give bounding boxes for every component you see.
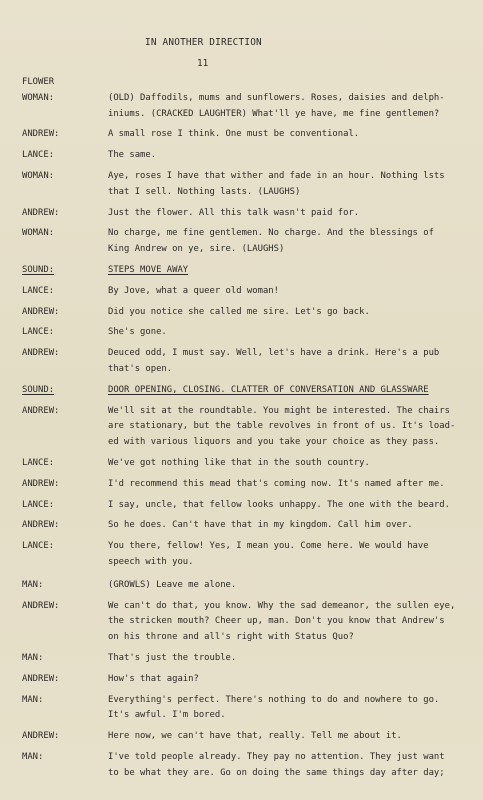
dialogue-text: We'll sit at the roundtable. You might be interested. The chairs are stationary, but the table revolves in front of us. It's load- ed with various liquors and you take your choice as they pass. <box>108 405 456 448</box>
dialogue-line <box>22 672 474 688</box>
dialogue-text: How's that again? <box>108 673 199 684</box>
speaker-label: ANDREW: <box>22 600 60 611</box>
dialogue-line <box>22 477 474 493</box>
script-body <box>22 75 474 781</box>
dialogue-text: I've told people already. They pay no attention. They just want to be what they are. Go on doing the same things day after day; <box>108 751 445 778</box>
dialogue-line <box>22 305 474 321</box>
speaker-label: LANCE: <box>22 541 55 552</box>
dialogue-text: That's just the trouble. <box>108 652 237 663</box>
speaker-label: ANDREW: <box>22 731 60 742</box>
sound-label: SOUND: <box>22 384 55 395</box>
dialogue-text: (GROWLS) Leave me alone. <box>108 579 237 590</box>
speaker-label: ANDREW: <box>22 520 60 531</box>
speaker-label: LANCE: <box>22 499 55 510</box>
sound-cue <box>22 383 474 399</box>
speaker-label: ANDREW: <box>22 478 60 489</box>
dialogue-line <box>22 346 474 378</box>
dialogue-line <box>22 539 474 571</box>
dialogue-text: I'd recommend this mead that's coming now. It's named after me. <box>108 478 445 489</box>
speaker-label: WOMAN: <box>22 228 55 239</box>
dialogue-line <box>22 404 474 451</box>
dialogue-line <box>22 75 474 122</box>
dialogue-text: So he does. Can't have that in my kingdom. Call him over. <box>108 520 413 531</box>
dialogue-line <box>22 206 474 222</box>
dialogue-text: By Jove, what a queer old woman! <box>108 285 279 296</box>
sound-text: DOOR OPENING, CLOSING. CLATTER OF CONVERSATION AND GLASSWARE <box>108 384 429 395</box>
speaker-label: MAN: <box>22 652 44 663</box>
dialogue-line <box>22 456 474 472</box>
dialogue-text: The same. <box>108 150 157 161</box>
sound-cue <box>22 263 474 279</box>
speaker-label: MAN: <box>22 694 44 705</box>
dialogue-line <box>22 750 474 782</box>
speaker-label: FLOWER WOMAN: <box>22 77 55 103</box>
speaker-label: LANCE: <box>22 327 55 338</box>
dialogue-line <box>22 127 474 143</box>
speaker-label: ANDREW: <box>22 207 60 218</box>
dialogue-line <box>22 578 474 594</box>
dialogue-line <box>22 498 474 514</box>
dialogue-line <box>22 148 474 164</box>
dialogue-text: A small rose I think. One must be conventional. <box>108 129 360 140</box>
speaker-label: MAN: <box>22 751 44 762</box>
dialogue-text: We can't do that, you know. Why the sad demeanor, the sullen eye, the stricken mouth? Cheer up, man. Don't you know that Andrew's on his throne and all's right with Status Quo? <box>108 600 456 643</box>
dialogue-text: Everything's perfect. There's nothing to do and nowhere to go. It's awful. I'm bored. <box>108 694 440 721</box>
dialogue-text: No charge, me fine gentlemen. No charge. And the blessings of King Andrew on ye, sire. (LAUGHS) <box>108 228 434 255</box>
dialogue-line <box>22 226 474 258</box>
dialogue-text: We've got nothing like that in the south country. <box>108 457 370 468</box>
speaker-label: LANCE: <box>22 457 55 468</box>
dialogue-text: Just the flower. All this talk wasn't paid for. <box>108 207 360 218</box>
page-number: 11 <box>197 58 209 69</box>
speaker-label: ANDREW: <box>22 348 60 359</box>
speaker-label: LANCE: <box>22 150 55 161</box>
speaker-label: ANDREW: <box>22 673 60 684</box>
dialogue-line <box>22 518 474 534</box>
speaker-label: ANDREW: <box>22 306 60 317</box>
dialogue-line <box>22 599 474 646</box>
dialogue-text: I say, uncle, that fellow looks unhappy. The one with the beard. <box>108 499 450 510</box>
dialogue-line <box>22 651 474 667</box>
dialogue-text: She's gone. <box>108 327 167 338</box>
dialogue-line <box>22 284 474 300</box>
speaker-label: ANDREW: <box>22 405 60 416</box>
dialogue-text: Here now, we can't have that, really. Tell me about it. <box>108 731 402 742</box>
document-title: IN ANOTHER DIRECTION <box>145 37 262 48</box>
dialogue-text: Deuced odd, I must say. Well, let's have a drink. Here's a pub that's open. <box>108 348 440 374</box>
dialogue-text: (OLD) Daffodils, mums and sunflowers. Roses, daisies and delph- iniums. (CRACKED LAUGHTER) What'll ye have, me fine gentlemen? <box>108 92 445 119</box>
dialogue-line <box>22 169 474 201</box>
sound-label: SOUND: <box>22 264 55 275</box>
speaker-label: MAN: <box>22 579 44 590</box>
speaker-label: ANDREW: <box>22 129 60 140</box>
speaker-label: WOMAN: <box>22 170 55 181</box>
speaker-label: LANCE: <box>22 285 55 296</box>
dialogue-text: Aye, roses I have that wither and fade in an hour. Nothing lsts that I sell. Nothing lasts. (LAUGHS) <box>108 170 445 197</box>
dialogue-line <box>22 693 474 725</box>
sound-text: STEPS MOVE AWAY <box>108 264 189 275</box>
dialogue-text: You there, fellow! Yes, I mean you. Come here. We would have speech with you. <box>108 541 429 567</box>
dialogue-text: Did you notice she called me sire. Let's go back. <box>108 306 370 317</box>
dialogue-line <box>22 729 474 745</box>
dialogue-line <box>22 325 474 341</box>
